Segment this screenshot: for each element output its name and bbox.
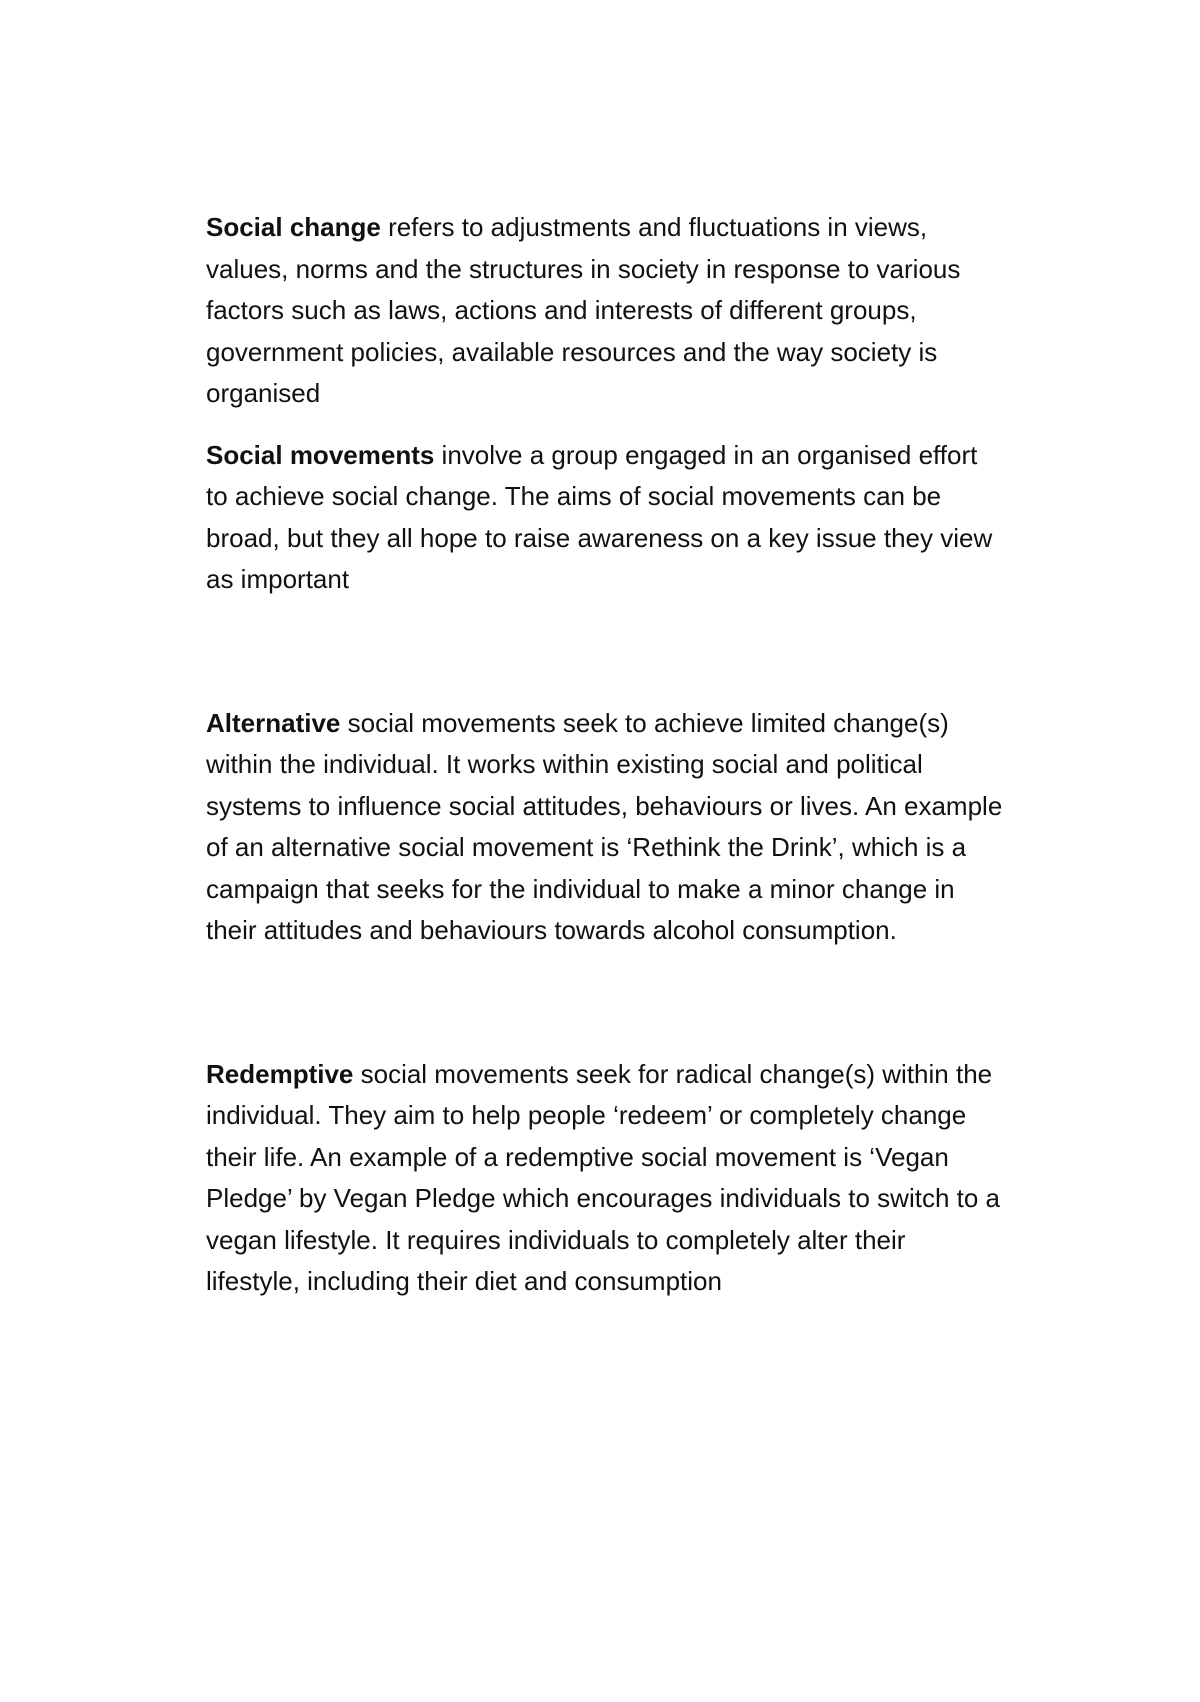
term-social-change: Social change — [206, 212, 381, 242]
definition-redemptive: social movements seek for radical change(s) within the individual. They aim to help people ‘redeem’ or completely change their life. An example of a redemptive social movement is ‘Vegan Pledge’ by Vegan Pledge which encourages individuals to switch to a vegan lifestyle. It requires individuals to completely alter their lifestyle, including their diet and consumption — [206, 1058, 1000, 1296]
term-alternative: Alternative — [206, 707, 341, 738]
term-social-movements: Social movements — [206, 439, 435, 470]
paragraph-alternative — [206, 703, 1006, 952]
definition-social-movements: involve a group engaged in an organised effort to achieve social change. The aims of social movements can be broad, but they all hope to raise awareness on a key issue they view as important — [206, 439, 993, 594]
document-body — [206, 207, 1006, 1303]
paragraph-social-movements — [206, 435, 1006, 601]
definition-alternative: social movements seek to achieve limited change(s) within the individual. It works within existing social and political systems to influence social attitudes, behaviours or lives. An example of an alternative social movement is ‘Rethink the Drink’, which is a campaign that seeks for the individual to make a minor change in their attitudes and behaviours towards alcohol consumption. — [206, 707, 1003, 945]
paragraph-redemptive — [206, 1054, 1006, 1303]
paragraph-social-change — [206, 207, 1006, 415]
term-redemptive: Redemptive — [206, 1058, 354, 1089]
definition-social-change: refers to adjustments and fluctuations in views, values, norms and the structures in society in response to various factors such as laws, actions and interests of different groups, government policies, available resources and the way society is organised — [206, 212, 961, 408]
